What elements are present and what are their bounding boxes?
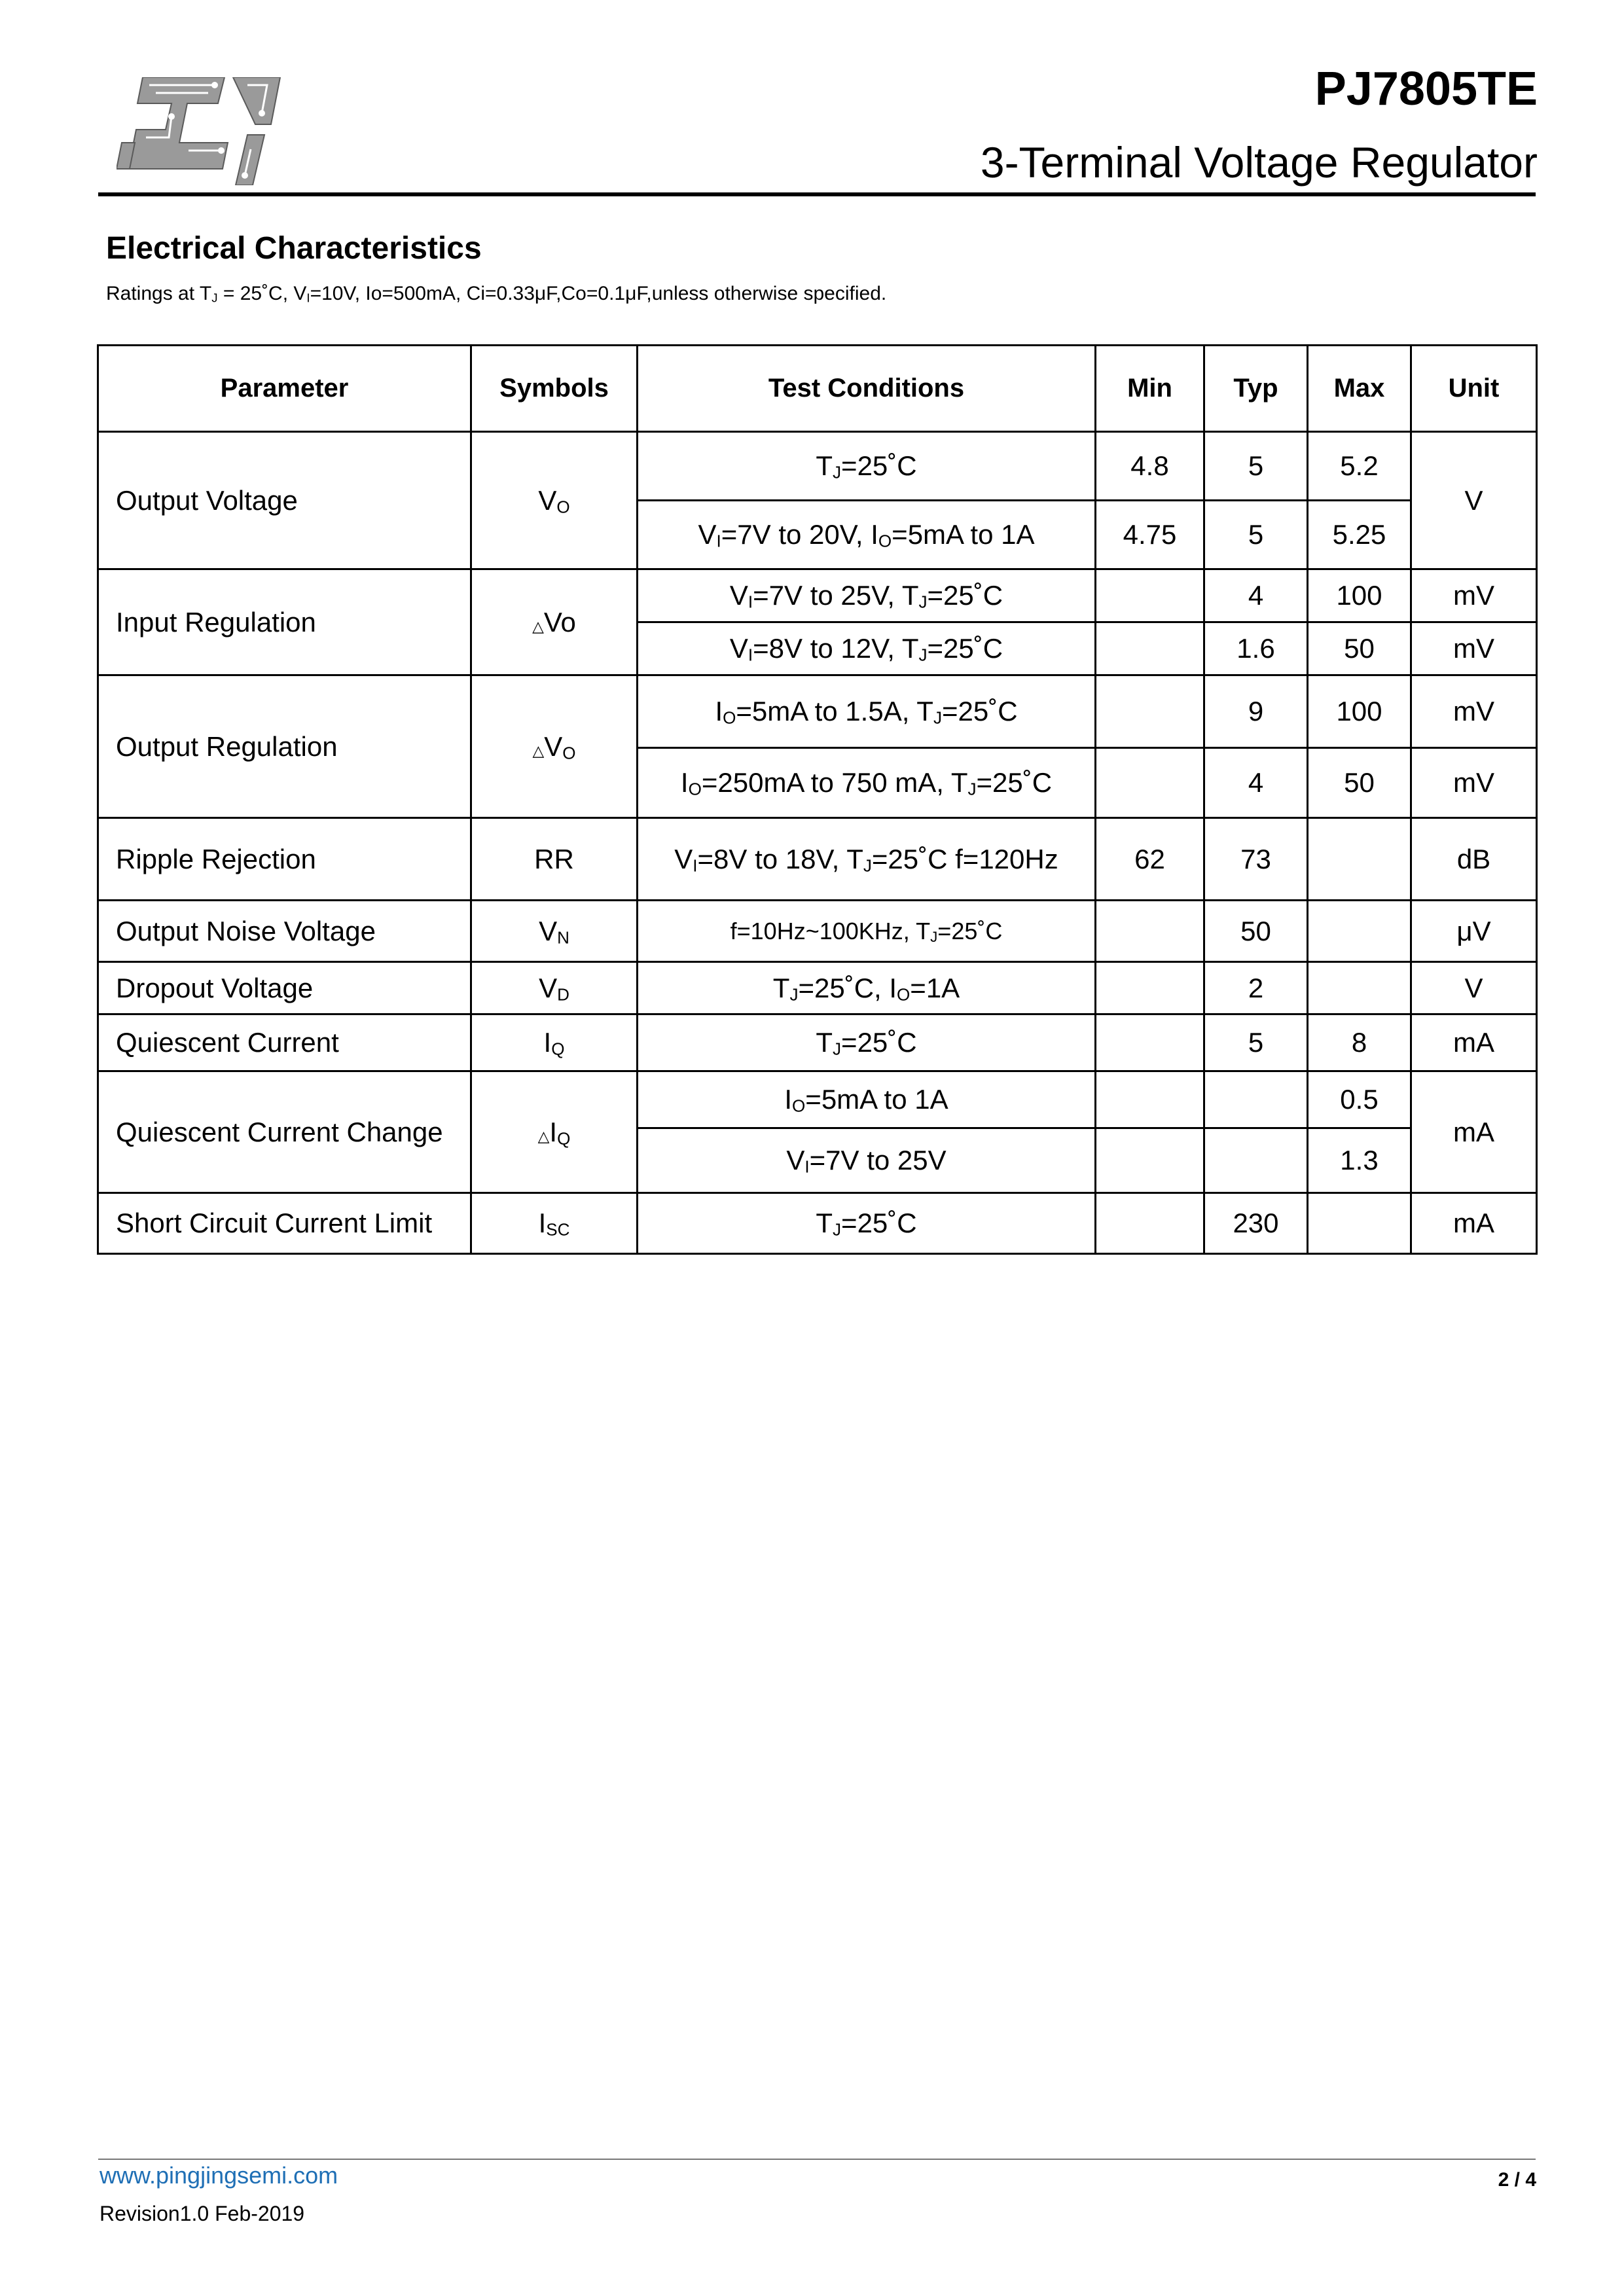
- param-output-voltage: Output Voltage: [98, 432, 471, 569]
- table-row: [98, 962, 1537, 1014]
- min-value: 4.8: [1096, 432, 1204, 501]
- max-value: 5.25: [1308, 501, 1411, 569]
- param-short-circuit-current-limit: Short Circuit Current Limit: [98, 1193, 471, 1254]
- typ-value: 5: [1204, 501, 1308, 569]
- section-title: Electrical Characteristics: [106, 231, 482, 266]
- min-value: 62: [1096, 818, 1204, 901]
- min-value: [1096, 962, 1204, 1014]
- min-value: [1096, 622, 1204, 675]
- unit-value: mA: [1411, 1193, 1537, 1254]
- symbol-delta-vo: △Vo: [471, 569, 638, 675]
- condition-cell: $T_J=25˚C$: [638, 1193, 1096, 1254]
- condition-cell: $I_O=5mA$ to 1.5A, $T_J=25˚C$: [638, 675, 1096, 748]
- typ-value: 2: [1204, 962, 1308, 1014]
- typ-value: 73: [1204, 818, 1308, 901]
- param-ripple-rejection: Ripple Rejection: [98, 818, 471, 901]
- max-value: 1.3: [1308, 1128, 1411, 1193]
- table-row: [98, 1193, 1537, 1254]
- param-output-regulation: Output Regulation: [98, 675, 471, 818]
- max-value: 5.2: [1308, 432, 1411, 501]
- typ-value: 50: [1204, 901, 1308, 962]
- param-quiescent-current-change: Quiescent Current Change: [98, 1071, 471, 1193]
- header-symbols: Symbols: [471, 346, 638, 432]
- condition-cell: $T_J=25˚C$: [638, 432, 1096, 501]
- param-quiescent-current: Quiescent Current: [98, 1014, 471, 1071]
- typ-value: 230: [1204, 1193, 1308, 1254]
- header-unit: Unit: [1411, 346, 1537, 432]
- typ-value: [1204, 1071, 1308, 1128]
- min-value: [1096, 1071, 1204, 1128]
- min-value: [1096, 1193, 1204, 1254]
- unit-value: μV: [1411, 901, 1537, 962]
- min-value: [1096, 1128, 1204, 1193]
- header-divider: [98, 192, 1536, 196]
- header-parameter: Parameter: [98, 346, 471, 432]
- footer-divider: [98, 2159, 1536, 2160]
- table-row: [98, 1071, 1537, 1128]
- unit-value: mV: [1411, 569, 1537, 622]
- condition-cell: $V_I=8V$ to 12V, $T_J=25˚C$: [638, 622, 1096, 675]
- max-value: 50: [1308, 622, 1411, 675]
- header-typ: Typ: [1204, 346, 1308, 432]
- unit-value: mV: [1411, 622, 1537, 675]
- min-value: [1096, 1014, 1204, 1071]
- max-value: [1308, 901, 1411, 962]
- header-max: Max: [1308, 346, 1411, 432]
- symbol-vd: $V_D$: [471, 962, 638, 1014]
- unit-value: mV: [1411, 748, 1537, 818]
- typ-value: 1.6: [1204, 622, 1308, 675]
- table-row: [98, 432, 1537, 501]
- condition-cell: $I_O=250mA$ to 750 mA, $T_J=25˚C$: [638, 748, 1096, 818]
- document-subtitle: 3-Terminal Voltage Regulator: [980, 138, 1538, 187]
- table-row: [98, 818, 1537, 901]
- unit-value: mA: [1411, 1071, 1537, 1193]
- footer-revision: Revision1.0 Feb-2019: [99, 2202, 305, 2225]
- max-value: [1308, 962, 1411, 1014]
- unit-value: mV: [1411, 675, 1537, 748]
- min-value: [1096, 569, 1204, 622]
- table-row: [98, 1014, 1537, 1071]
- condition-cell: $V_I=7V$ to 25V: [638, 1128, 1096, 1193]
- typ-value: 4: [1204, 748, 1308, 818]
- unit-value: mA: [1411, 1014, 1537, 1071]
- condition-cell: $T_J=25˚C$, $I_O=1A$: [638, 962, 1096, 1014]
- page-number: 2 / 4: [1498, 2169, 1536, 2191]
- condition-cell: f=10Hz~100KHz, $T_J=25˚C$: [638, 901, 1096, 962]
- max-value: 50: [1308, 748, 1411, 818]
- part-number-title: PJ7805TE: [1314, 63, 1538, 115]
- header-min: Min: [1096, 346, 1204, 432]
- symbol-vn: $V_N$: [471, 901, 638, 962]
- max-value: [1308, 818, 1411, 901]
- typ-value: 5: [1204, 1014, 1308, 1071]
- condition-cell: $V_I=8V$ to 18V, $T_J=25˚C$ f=120Hz: [638, 818, 1096, 901]
- symbol-rr: RR: [471, 818, 638, 901]
- ratings-note: Ratings at $T_J$ = 25˚C, $V_I=10V$, Io=500mA, Ci=0.33μF,Co=0.1μF,unless otherwise specified.: [106, 283, 887, 305]
- max-value: 100: [1308, 569, 1411, 622]
- typ-value: 5: [1204, 432, 1308, 501]
- symbol-vo: $V_O$: [471, 432, 638, 569]
- max-value: [1308, 1193, 1411, 1254]
- condition-cell: $V_I=7V$ to 25V, $T_J=25˚C$: [638, 569, 1096, 622]
- min-value: 4.75: [1096, 501, 1204, 569]
- table-row: [98, 675, 1537, 748]
- header-conditions: Test Conditions: [638, 346, 1096, 432]
- condition-cell: $T_J=25˚C$: [638, 1014, 1096, 1071]
- max-value: 0.5: [1308, 1071, 1411, 1128]
- symbol-isc: $I_{SC}$: [471, 1193, 638, 1254]
- electrical-characteristics-table: [97, 344, 1538, 1255]
- symbol-delta-vo: $\triangle V_O$: [471, 675, 638, 818]
- typ-value: 4: [1204, 569, 1308, 622]
- unit-value: dB: [1411, 818, 1537, 901]
- company-logo: [117, 77, 306, 185]
- typ-value: 9: [1204, 675, 1308, 748]
- condition-cell: $V_I=7V$ to 20V, $I_O=5mA$ to 1A: [638, 501, 1096, 569]
- symbol-delta-iq: $\triangle I_Q$: [471, 1071, 638, 1193]
- max-value: 100: [1308, 675, 1411, 748]
- table-row: [98, 901, 1537, 962]
- footer-website-link[interactable]: www.pingjingsemi.com: [99, 2162, 338, 2189]
- table-row: [98, 569, 1537, 622]
- table-header-row: [98, 346, 1537, 432]
- unit-value: V: [1411, 962, 1537, 1014]
- typ-value: [1204, 1128, 1308, 1193]
- max-value: 8: [1308, 1014, 1411, 1071]
- param-output-noise-voltage: Output Noise Voltage: [98, 901, 471, 962]
- condition-cell: $I_O=5mA$ to 1A: [638, 1071, 1096, 1128]
- min-value: [1096, 748, 1204, 818]
- unit-value: V: [1411, 432, 1537, 569]
- param-dropout-voltage: Dropout Voltage: [98, 962, 471, 1014]
- param-input-regulation: Input Regulation: [98, 569, 471, 675]
- min-value: [1096, 901, 1204, 962]
- min-value: [1096, 675, 1204, 748]
- symbol-iq: $I_Q$: [471, 1014, 638, 1071]
